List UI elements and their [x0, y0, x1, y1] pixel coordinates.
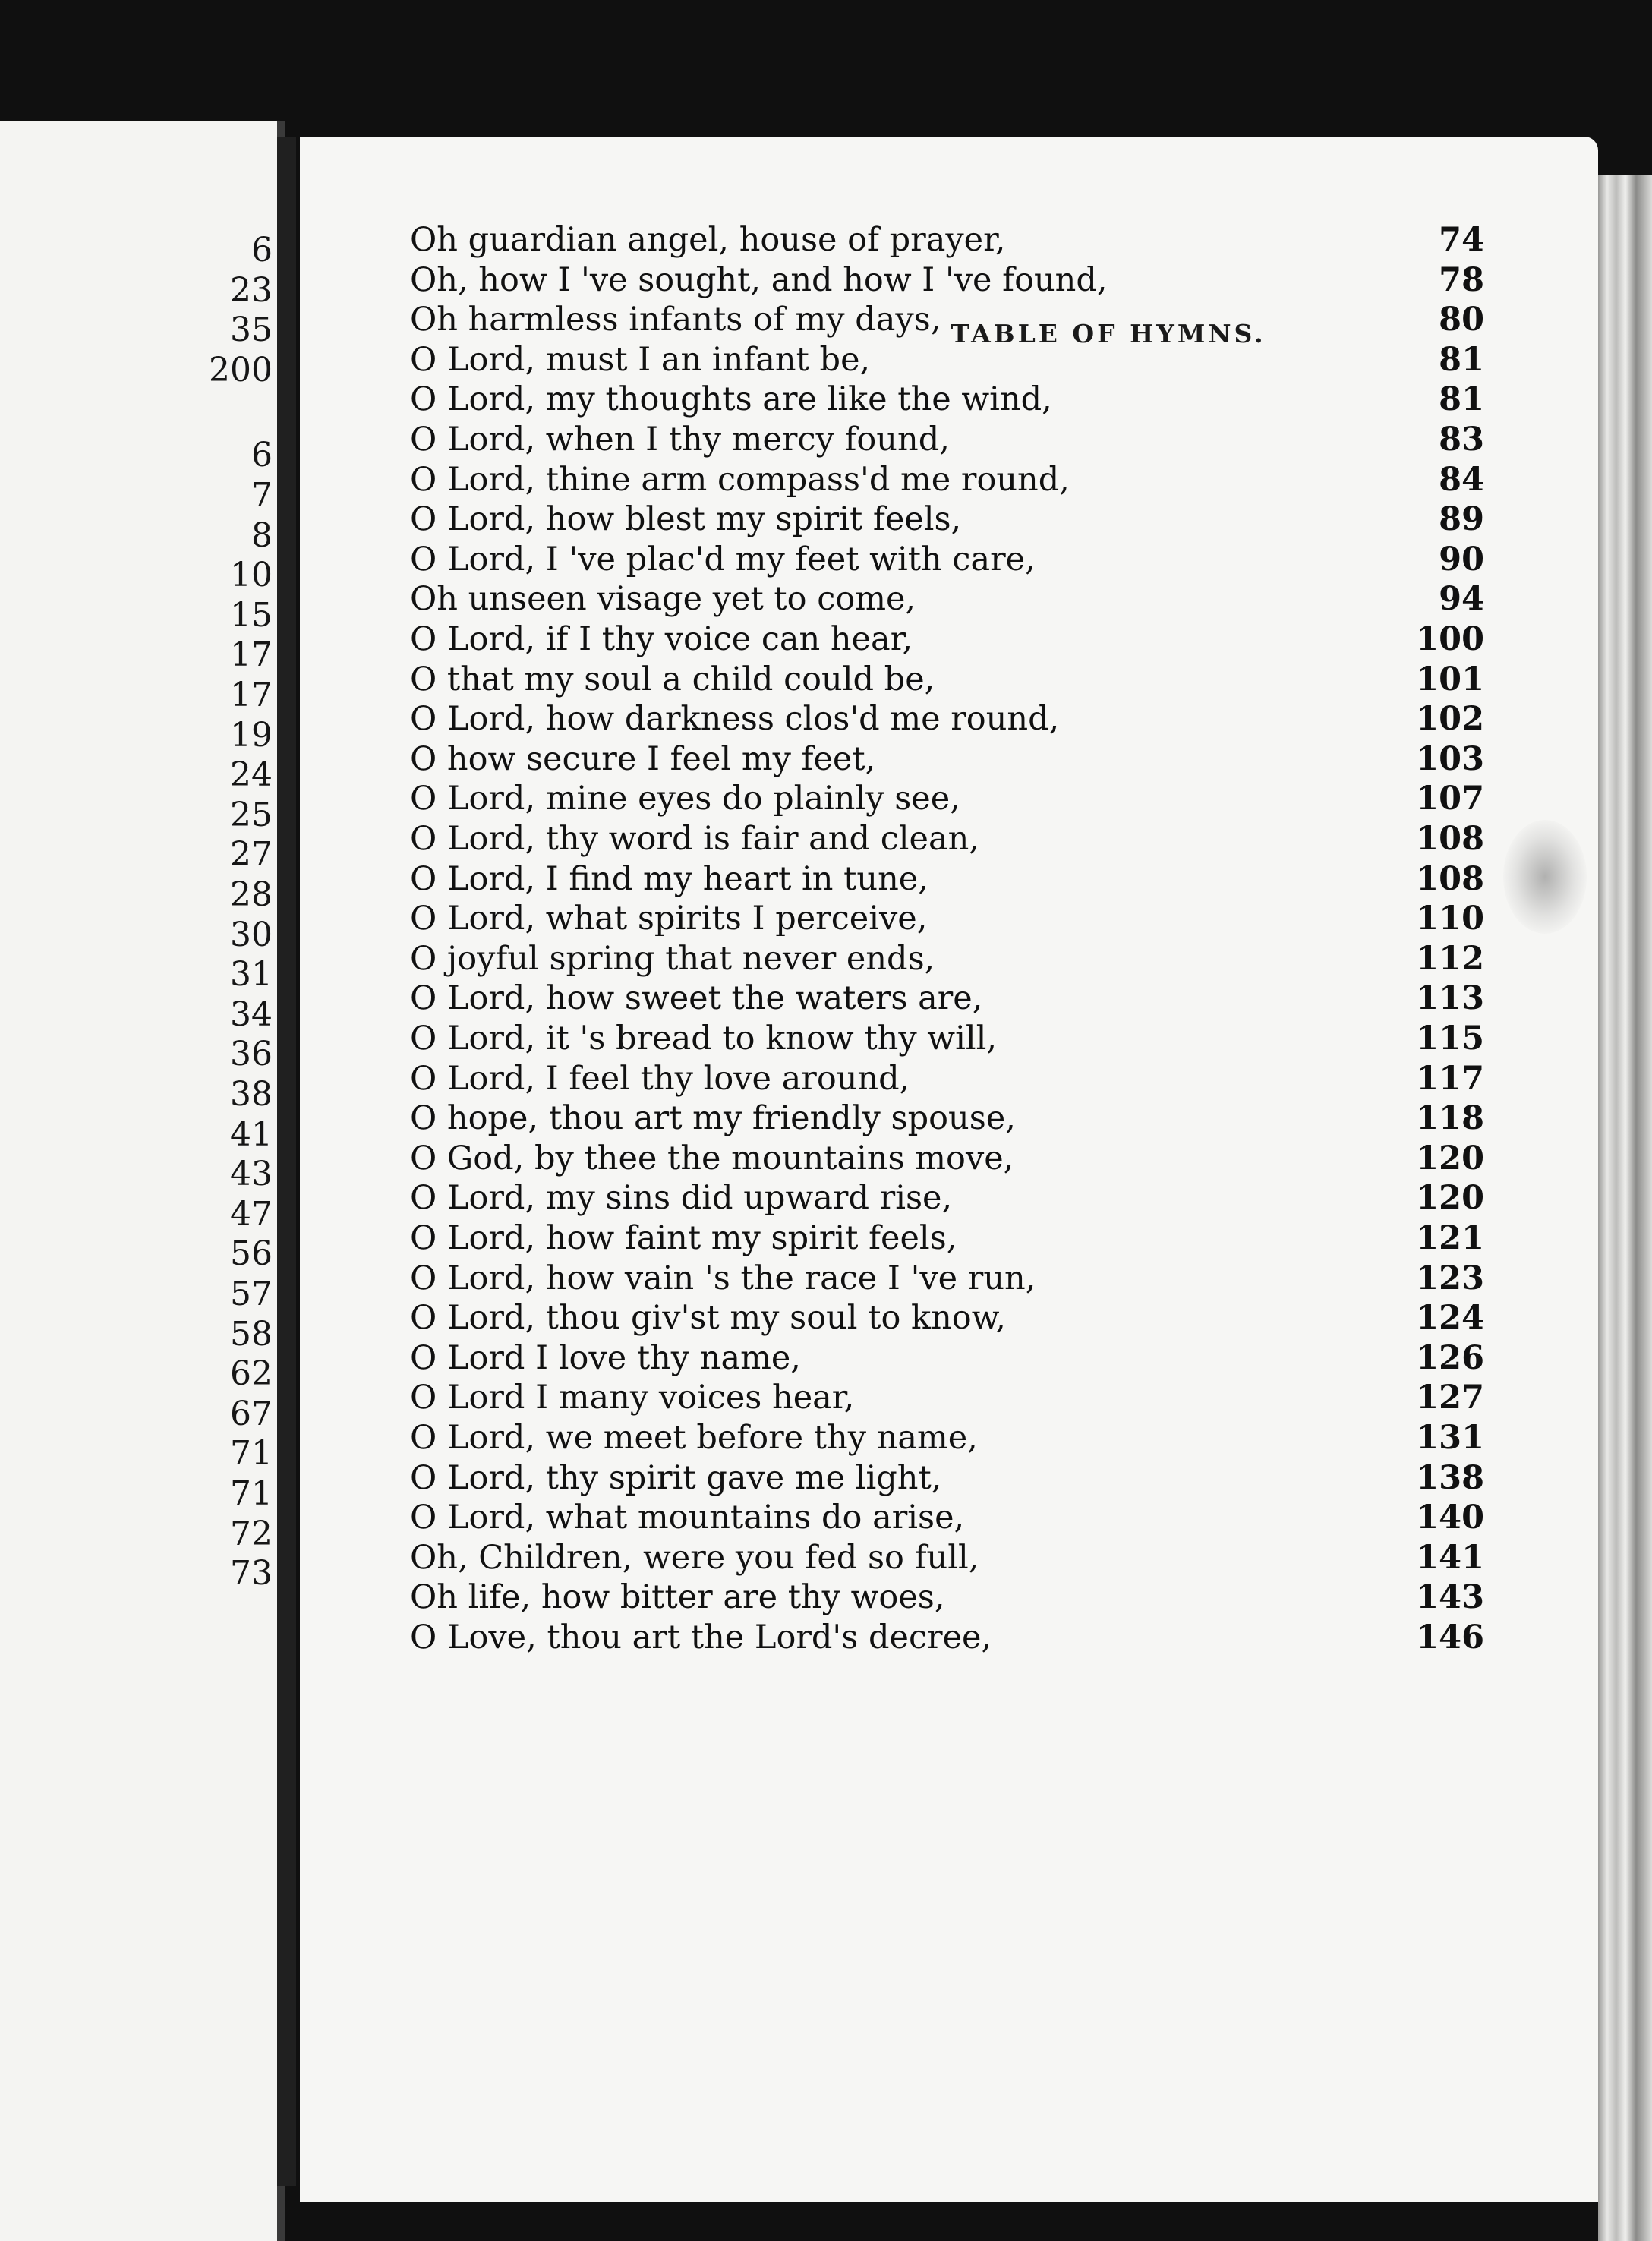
- hymn-page-number: 101: [1416, 660, 1484, 698]
- left-page-number: 7: [251, 476, 273, 515]
- hymn-page-number: 90: [1439, 540, 1484, 578]
- hymn-first-line: O Love, thou art the Lord's decree,: [410, 1618, 992, 1656]
- hymn-first-line: O Lord, how vain 's the race I 've run,: [410, 1259, 1036, 1297]
- hymn-page-number: 117: [1416, 1059, 1484, 1098]
- hymn-first-line: Oh harmless infants of my days,: [410, 301, 941, 339]
- hymn-page-number: 78: [1439, 260, 1484, 299]
- left-page-number: 38: [230, 1075, 273, 1114]
- left-facing-page: [0, 121, 285, 2241]
- hymn-first-line: O joyful spring that never ends,: [410, 939, 935, 978]
- left-page-number: 30: [230, 915, 273, 954]
- table-row: [300, 619, 1598, 659]
- hymn-page-number: 81: [1439, 380, 1484, 419]
- left-page-number: 56: [230, 1234, 273, 1274]
- running-head: TABLE OF HYMNS.: [951, 319, 1266, 348]
- left-page-number: 200: [209, 350, 273, 389]
- hymn-page-number: 89: [1439, 500, 1484, 539]
- right-page: [300, 137, 1598, 2202]
- page-edges: [1598, 175, 1652, 2241]
- hymn-first-line: O Lord, what mountains do arise,: [410, 1499, 965, 1537]
- table-row: [300, 1378, 1598, 1417]
- table-row: [300, 1218, 1598, 1258]
- table-row: [300, 979, 1598, 1018]
- table-row: [300, 1498, 1598, 1537]
- table-row: [300, 859, 1598, 899]
- left-page-number: 57: [230, 1275, 273, 1313]
- table-row: [300, 1458, 1598, 1498]
- table-row: [300, 460, 1598, 500]
- left-page-number: 15: [230, 595, 273, 635]
- hymn-page-number: 126: [1416, 1338, 1484, 1377]
- table-row: [300, 819, 1598, 859]
- hymn-page-number: 127: [1416, 1379, 1484, 1417]
- left-page-number: 10: [230, 556, 273, 595]
- hymn-first-line: Oh, how I 've sought, and how I 've found,: [410, 260, 1108, 299]
- table-row: [300, 660, 1598, 699]
- hymn-first-line: O Lord, I 've plac'd my feet with care,: [410, 540, 1036, 578]
- table-row: [300, 699, 1598, 739]
- hymn-page-number: 143: [1416, 1578, 1484, 1617]
- table-row: [300, 540, 1598, 579]
- table-row: [300, 579, 1598, 619]
- hymn-first-line: O Lord, mine eyes do plainly see,: [410, 780, 960, 818]
- left-page-number: 71: [230, 1474, 273, 1513]
- left-page-number: 6: [251, 436, 273, 475]
- hymn-page-number: 94: [1439, 580, 1484, 619]
- left-page-number: 47: [230, 1194, 273, 1234]
- book-gutter: [277, 137, 296, 2186]
- table-row: [300, 1098, 1598, 1138]
- hymn-page-number: 107: [1416, 780, 1484, 818]
- hymn-first-line: Oh life, how bitter are thy woes,: [410, 1578, 945, 1617]
- hymn-page-number: 121: [1416, 1219, 1484, 1257]
- table-row: [300, 1298, 1598, 1338]
- table-row: [300, 1019, 1598, 1058]
- left-page-number: 19: [230, 715, 273, 755]
- hymn-page-number: 120: [1416, 1179, 1484, 1218]
- hymn-first-line: O Lord, how darkness clos'd me round,: [410, 700, 1060, 739]
- hymn-page-number: 112: [1416, 939, 1484, 978]
- hymn-first-line: O Lord, how sweet the waters are,: [410, 979, 983, 1018]
- left-page-number: 35: [230, 310, 273, 350]
- table-row: [300, 500, 1598, 539]
- hymn-page-number: 103: [1416, 739, 1484, 778]
- table-row: [300, 1338, 1598, 1378]
- table-row: [300, 300, 1598, 339]
- hymn-first-line: O Lord, thou giv'st my soul to know,: [410, 1299, 1007, 1338]
- hymn-page-number: 141: [1416, 1538, 1484, 1577]
- table-row: [300, 779, 1598, 818]
- left-page-number: 71: [230, 1434, 273, 1474]
- left-page-number: 25: [230, 795, 273, 834]
- hymn-first-line: Oh unseen visage yet to come,: [410, 580, 916, 619]
- hymn-first-line: O Lord, what spirits I perceive,: [410, 900, 928, 938]
- hymn-page-number: 102: [1416, 700, 1484, 739]
- table-row: [300, 899, 1598, 938]
- left-page-number: 36: [230, 1035, 273, 1074]
- hymn-page-number: 81: [1439, 340, 1484, 379]
- left-page-number: 43: [230, 1155, 273, 1194]
- hymn-page-number: 124: [1416, 1299, 1484, 1338]
- hymn-page-number: 110: [1416, 900, 1484, 938]
- hymn-first-line: O Lord, it 's bread to know thy will,: [410, 1020, 998, 1057]
- hymn-page-number: 131: [1416, 1419, 1484, 1457]
- table-row: [300, 220, 1598, 260]
- hymn-first-line: O Lord, my sins did upward rise,: [410, 1179, 953, 1218]
- hymn-first-line: O Lord, we meet before thy name,: [410, 1419, 978, 1457]
- table-row: [300, 739, 1598, 779]
- hymn-first-line: O Lord I love thy name,: [410, 1338, 801, 1377]
- hymn-page-number: 108: [1416, 820, 1484, 858]
- left-page-number: 34: [230, 994, 273, 1034]
- left-page-number: 72: [230, 1514, 273, 1553]
- hymn-first-line: O Lord, I find my heart in tune,: [410, 859, 928, 898]
- hymn-first-line: O Lord, thy word is fair and clean,: [410, 820, 979, 858]
- left-page-number: 58: [230, 1314, 273, 1354]
- hymn-page-number: 100: [1416, 620, 1484, 658]
- hymn-page-number: 118: [1416, 1099, 1484, 1138]
- left-page-number: 41: [230, 1114, 273, 1154]
- table-row: [300, 1139, 1598, 1178]
- table-row: [300, 1538, 1598, 1578]
- hymn-first-line: O Lord, thine arm compass'd me round,: [410, 460, 1070, 499]
- left-page-number: 31: [230, 955, 273, 994]
- table-row: [300, 420, 1598, 459]
- left-page-number: 8: [251, 515, 273, 555]
- table-row: [300, 1178, 1598, 1218]
- table-row: [300, 380, 1598, 419]
- left-page-number: 62: [230, 1354, 273, 1394]
- left-page-number: 28: [230, 875, 273, 914]
- hymn-page-number: 74: [1439, 221, 1484, 259]
- hymn-first-line: Oh guardian angel, house of prayer,: [410, 221, 1006, 259]
- table-row: [300, 939, 1598, 979]
- table-row: [300, 1418, 1598, 1458]
- table-row: [300, 1259, 1598, 1298]
- left-page-number: 27: [230, 835, 273, 875]
- left-page-number: 6: [251, 231, 273, 269]
- hymn-page-number: 115: [1416, 1020, 1484, 1057]
- hymn-page-number: 138: [1416, 1458, 1484, 1497]
- paper-smudge: [1503, 820, 1587, 934]
- table-row: [300, 340, 1598, 380]
- hymn-page-number: 146: [1416, 1618, 1484, 1656]
- hymn-first-line: O Lord, how blest my spirit feels,: [410, 500, 962, 539]
- hymn-page-number: 80: [1439, 301, 1484, 339]
- hymn-first-line: O Lord, I feel thy love around,: [410, 1059, 910, 1098]
- hymn-first-line: O Lord, thy spirit gave me light,: [410, 1458, 942, 1497]
- left-page-number: 23: [230, 270, 273, 310]
- hymn-page-number: 84: [1439, 460, 1484, 499]
- hymn-page-number: 140: [1416, 1499, 1484, 1537]
- hymn-first-line: O Lord, if I thy voice can hear,: [410, 620, 913, 658]
- hymn-first-line: O Lord I many voices hear,: [410, 1379, 855, 1417]
- hymn-first-line: O Lord, when I thy mercy found,: [410, 421, 950, 459]
- hymn-first-line: O hope, thou art my friendly spouse,: [410, 1099, 1016, 1138]
- table-row: [300, 1578, 1598, 1617]
- table-row: [300, 1618, 1598, 1657]
- table-row: [300, 260, 1598, 300]
- hymn-first-line: O how secure I feel my feet,: [410, 739, 876, 778]
- left-page-number: 24: [230, 755, 273, 795]
- left-page-number: 73: [230, 1554, 273, 1593]
- hymn-page-number: 108: [1416, 859, 1484, 898]
- left-page-number: 17: [230, 676, 273, 714]
- hymn-page-number: 113: [1416, 979, 1484, 1018]
- table-row: [300, 1059, 1598, 1098]
- hymn-page-number: 83: [1439, 421, 1484, 459]
- hymn-page-number: 120: [1416, 1139, 1484, 1177]
- hymn-first-line: O Lord, must I an infant be,: [410, 340, 871, 379]
- hymn-page-number: 123: [1416, 1259, 1484, 1297]
- hymn-first-line: O that my soul a child could be,: [410, 660, 935, 698]
- hymn-first-line: O God, by thee the mountains move,: [410, 1139, 1014, 1177]
- left-page-number: 17: [230, 635, 273, 675]
- hymn-first-line: O Lord, my thoughts are like the wind,: [410, 380, 1052, 419]
- hymn-first-line: O Lord, how faint my spirit feels,: [410, 1219, 957, 1257]
- left-page-number: 67: [230, 1394, 273, 1433]
- hymn-first-line: Oh, Children, were you fed so full,: [410, 1538, 979, 1577]
